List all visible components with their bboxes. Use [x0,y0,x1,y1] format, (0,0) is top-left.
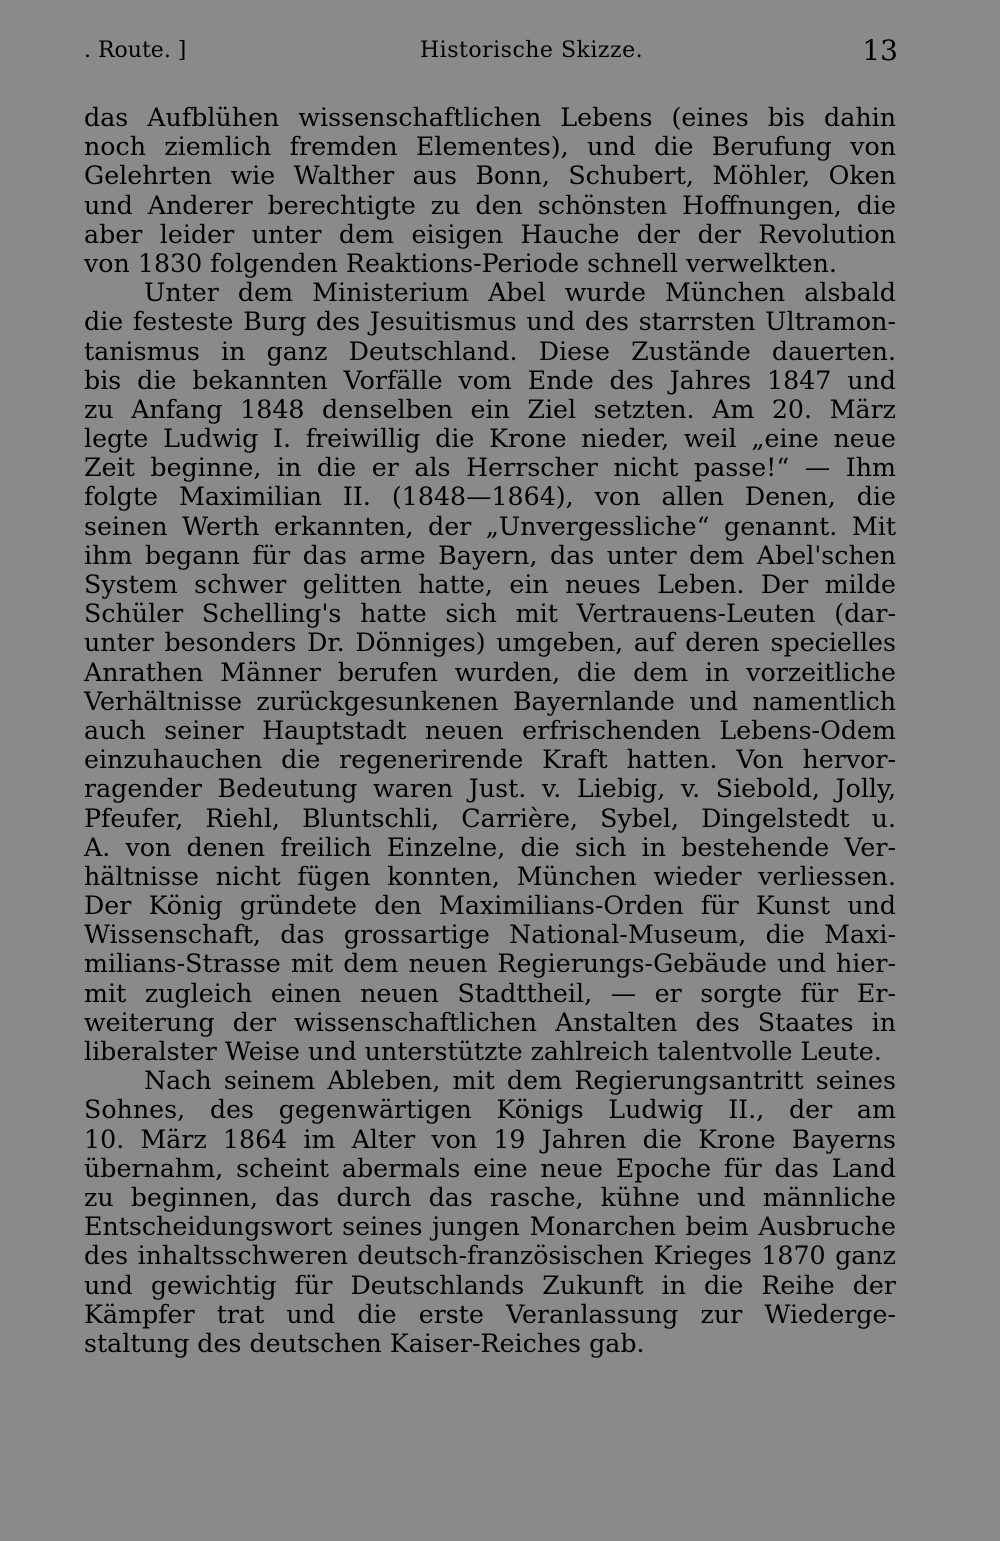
text-line: 10. März 1864 im Alter von 19 Jahren die Krone Bayerns [84,1124,896,1154]
text-line: einzuhauchen die regenerirende Kraft hatten. Von hervor- [84,745,896,775]
text-line: Kämpfer trat und die erste Veranlassung zur Wiederge- [84,1299,896,1329]
text-line: und gewichtig für Deutschlands Zukunft in die Reihe der [84,1270,896,1300]
text-line: Entscheidungswort seines jungen Monarchen beim Ausbruche [84,1212,896,1242]
text-line: und Anderer berechtigte zu den schönsten Hoffnungen, die [84,190,896,220]
text-line: A. von denen freilich Einzelne, die sich in bestehende Ver- [84,832,896,862]
text-line: milians-Strasse mit dem neuen Regierungs-Gebäude und hier- [84,949,896,979]
text-line: das Aufblühen wissenschaftlichen Lebens (eines bis dahin [84,103,896,132]
text-line: weiterung der wissenschaftlichen Anstalten des Staates in [84,1007,896,1037]
text-line: übernahm, scheint abermals eine neue Epoche für das Land [84,1153,896,1183]
text-line: folgte Maximilian II. (1848—1864), von allen Denen, die [84,482,896,512]
text-line: Sohnes, des gegenwärtigen Königs Ludwig II., der am [84,1095,896,1125]
text-line: hältnisse nicht fügen konnten, München wieder verliessen. [84,861,896,891]
text-line: Verhältnisse zurückgesunkenen Bayernlande und namentlich [84,686,896,716]
text-line: Der König gründete den Maximilians-Orden für Kunst und [84,891,896,921]
text-line: Schüler Schelling's hatte sich mit Vertrauens-Leuten (dar- [84,599,896,629]
text-line: die festeste Burg des Jesuitismus und des starrsten Ultramon- [84,307,896,337]
text-line: auch seiner Hauptstadt neuen erfrischenden Lebens-Odem [84,715,896,745]
text-line: des inhaltsschweren deutsch-französischen Krieges 1870 ganz [84,1241,896,1271]
text-line: legte Ludwig I. freiwillig die Krone nieder, weil „eine neue [84,424,896,454]
page-header [84,34,898,74]
text-line: seinen Werth erkannten, der „Unvergessliche“ genannt. Mit [84,511,896,541]
text-line: unter besonders Dr. Dönniges) umgeben, auf deren specielles [84,628,896,658]
text-line: Zeit beginne, in die er als Herrscher nicht passe!“ — Ihm [84,453,896,483]
text-line: Wissenschaft, das grossartige National-Museum, die Maxi- [84,920,896,950]
text-line: staltung des deutschen Kaiser-Reiches gab. [84,1328,645,1358]
running-head-route: . Route. ] [84,38,187,63]
text-line: liberalster Weise und unterstützte zahlreich talentvolle Leute. [84,1037,882,1066]
text-line: aber leider unter dem eisigen Hauche der der Revolution [84,219,896,249]
text-line: bis die bekannten Vorfälle vom Ende des Jahres 1847 und [84,365,896,395]
text-line: zu Anfang 1848 denselben ein Ziel setzten. Am 20. März [84,394,896,424]
text-line: System schwer gelitten hatte, ein neues Leben. Der milde [84,570,896,599]
running-head-title: Historische Skizze. [420,38,644,63]
text-line: Gelehrten wie Walther aus Bonn, Schubert, Möhler, Oken [84,161,896,191]
text-line: Nach seinem Ableben, mit dem Regierungsantritt seines [144,1066,896,1096]
text-line: noch ziemlich fremden Elementes), und die Berufung von [84,132,896,162]
text-line: Unter dem Ministerium Abel wurde München alsbald [144,278,896,308]
text-line: mit zugleich einen neuen Stadttheil, — er sorgte für Er- [84,978,896,1008]
text-line: ihm begann für das arme Bayern, das unter dem Abel'schen [84,540,896,570]
text-line: Anrathen Männer berufen wurden, die dem in vorzeitliche [84,657,896,687]
text-line: ragender Bedeutung waren Just. v. Liebig, v. Siebold, Jolly, [84,774,896,804]
body-text [84,103,896,1358]
text-line: von 1830 folgenden Reaktions-Periode schnell verwelkten. [84,248,837,278]
text-line: tanismus in ganz Deutschland. Diese Zustände dauerten. [84,336,896,366]
text-line: zu beginnen, das durch das rasche, kühne und männliche [84,1182,896,1212]
page-number: 13 [862,34,898,67]
text-line: Pfeufer, Riehl, Bluntschli, Carrière, Sybel, Dingelstedt u. [84,803,896,833]
